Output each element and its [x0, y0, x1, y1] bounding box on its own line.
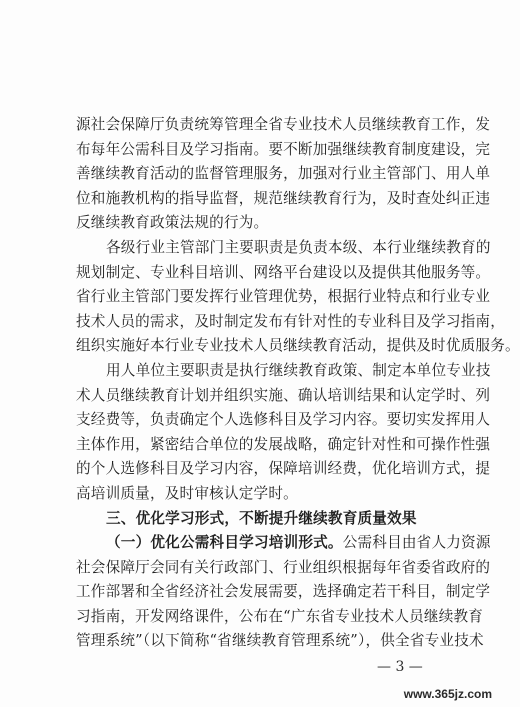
paragraph-line: 反继续教育政策法规的行为。 [76, 214, 269, 232]
subsection-title: （一）优化公需科目学习培训形式。 [106, 534, 343, 552]
paragraph-line: 布每年公需科目及学习指南。要不断加强继续教育制度建设，完 [76, 140, 491, 158]
site-watermark: www.365jz.com [403, 687, 492, 701]
paragraph-line: 省行业主管部门要发挥行业管理优势，根据行业特点和行业专业 [76, 288, 491, 306]
paragraph-line: 源社会保障厅负责统筹管理全省专业技术人员继续教育工作，发 [76, 116, 491, 133]
paragraph-line: 位和施教机构的指导监督，规范继续教育行为，及时查处纠正违 [76, 189, 491, 207]
document-body [76, 113, 520, 654]
paragraph-line: 主体作用，紧密结合单位的发展战略，确定针对性和可操作性强 [76, 435, 491, 453]
paragraph-line: 的个人选修科目及学习内容，保障培训经费，优化培训方式，提 [76, 460, 491, 478]
section-heading: 三、优化学习形式，不断提升继续教育质量效果 [106, 509, 417, 527]
paragraph-line: 工作部署和全省经济社会发展需要，选择确定若干科目，制定学 [76, 583, 491, 601]
paragraph-line [76, 531, 491, 556]
paragraph-line: 社会保障厅会同有关行政部门、行业组织根据每年省委省政府的 [76, 558, 491, 576]
paragraph-line: 术人员继续教育计划并组织实施、确认培训结果和认定学时、列 [76, 386, 491, 404]
paragraph-line: 规划制定、专业科目培训、网络平台建设以及提供其他服务等。 [76, 263, 491, 281]
paragraph-line: 支经费等，负责确定个人选修科目及学习内容。要切实发挥用人 [76, 411, 491, 429]
paragraph-line: 管理系统”（以下简称“省继续教育管理系统”），供全省专业技术 [76, 632, 484, 650]
paragraph-line: 技术人员的需求，及时制定发布有针对性的专业科目及学习指南， [76, 312, 506, 330]
paragraph-line: 高培训质量，及时审核认定学时。 [76, 484, 298, 502]
paragraph-line: 组织实施好本行业专业技术人员继续教育活动，提供及时优质服务。 [76, 337, 520, 355]
page-number: — 3 — [377, 659, 423, 675]
paragraph-line: 各级行业主管部门主要职责是负责本级、本行业继续教育的 [106, 238, 491, 256]
paragraph-text: 公需科目由省人力资源 [342, 534, 491, 552]
paragraph-line: 用人单位主要职责是执行继续教育政策、制定本单位专业技 [106, 361, 491, 379]
paragraph-line: 习指南，开发网络课件，公布在“广东省专业技术人员继续教育 [76, 607, 484, 625]
paragraph-line: 善继续教育活动的监督管理服务，加强对行业主管部门、用人单 [76, 165, 491, 183]
